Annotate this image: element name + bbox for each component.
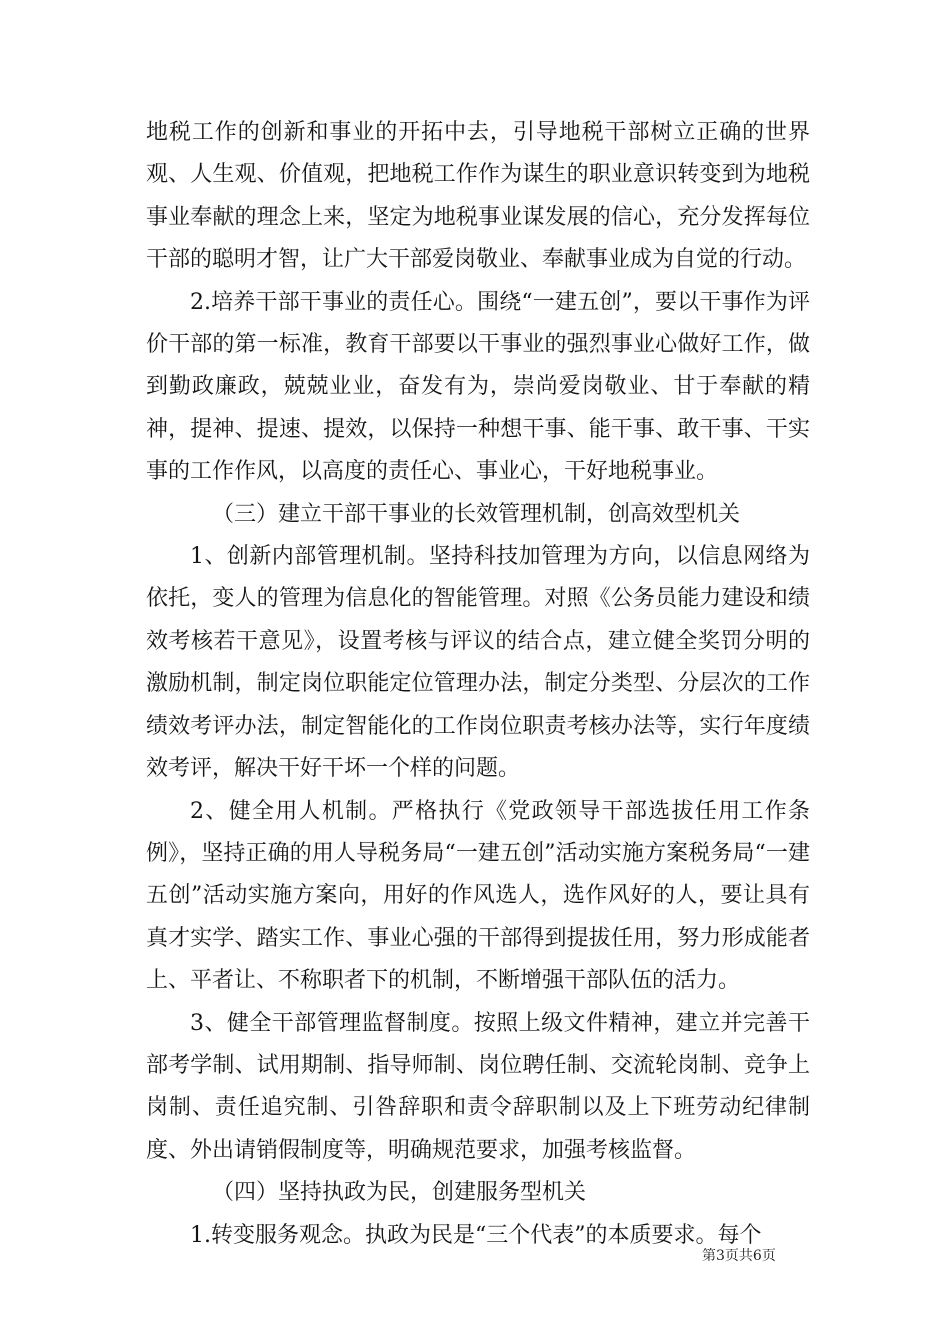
section-heading-4: （四）坚持执政为民，创建服务型机关 (212, 1180, 587, 1206)
paragraph-supervision-system: 3、健全干部管理监督制度。按照上级文件精神，建立并完善干部考学制、试用期制、指导师制、岗位聘任制、交流轮岗制、竞争上岗制、责任追究制、引咎辞职和责令辞职制以及上下班劳动纪律制度、外出请销假制度等，明确规范要求，加强考核监督。 (146, 1010, 810, 1163)
paragraph-continuation: 地税工作的创新和事业的开拓中去，引导地税干部树立正确的世界观、人生观、价值观，把地税工作作为谋生的职业意识转变到为地税事业奉献的理念上来，坚定为地税事业谋发展的信心，充分发挥每位干部的聪明才智，让广大干部爱岗敬业、奉献事业成为自觉的行动。 (146, 120, 810, 273)
paragraph-internal-management: 1、创新内部管理机制。坚持科技加管理为方向，以信息网络为依托，变人的管理为信息化的智能管理。对照《公务员能力建设和绩效考核若干意见》，设置考核与评议的结合点，建立健全奖罚分明的激励机制，制定岗位职能定位管理办法，制定分类型、分层次的工作绩效考评办法，制定智能化的工作岗位职责考核办法等，实行年度绩效考评，解决干好干坏一个样的问题。 (146, 544, 810, 782)
page-number-footer: 第3页共6页 (702, 1248, 776, 1264)
document-body (146, 112, 810, 1257)
paragraph-responsibility: 2.培养干部干事业的责任心。围绕“一建五创”，要以干事作为评价干部的第一标准，教育干部要以干事业的强烈事业心做好工作，做到勤政廉政，兢兢业业，奋发有为，崇尚爱岗敬业、甘于奉献的精神，提神、提速、提效，以保持一种想干事、能干事、敢干事、干实事的工作作风，以高度的责任心、事业心，干好地税事业。 (146, 289, 810, 485)
paragraph-service-concept: 1.转变服务观念。执政为民是“三个代表”的本质要求。每个 (190, 1222, 762, 1248)
section-heading-3: （三）建立干部干事业的长效管理机制，创高效型机关 (212, 501, 741, 527)
paragraph-employment-mechanism: 2、健全用人机制。严格执行《党政领导干部选拔任用工作条例》，坚持正确的用人导税务局“一建五创”活动实施方案税务局“一建五创”活动实施方案向，用好的作风选人，选作风好的人，要让具有真才实学、踏实工作、事业心强的干部得到提拔任用，努力形成能者上、平者让、不称职者下的机制，不断增强干部队伍的活力。 (146, 798, 810, 994)
